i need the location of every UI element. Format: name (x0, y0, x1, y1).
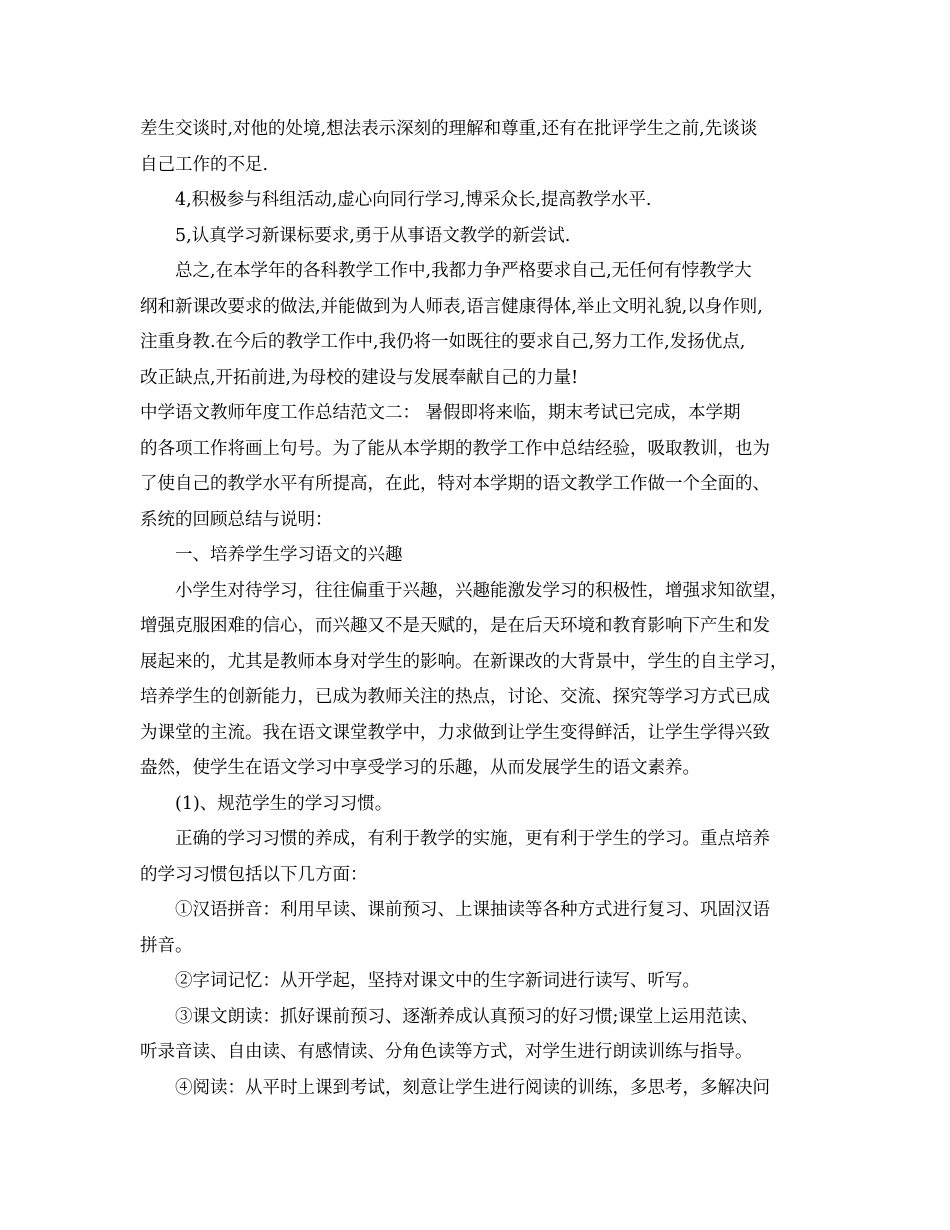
text-line: 自己工作的不足. (140, 154, 269, 175)
text-line: ②字词记忆：从开学起，坚持对课文中的生字新词进行读写、听写。 (175, 971, 700, 991)
text-line: 小学生对待学习，往往偏重于兴趣，兴趣能激发学习的积极性，增强求知欲望， (175, 580, 788, 601)
text-line: 纲和新课改要求的做法,并能做到为人师表,语言健康得体,举止文明礼貌,以身作则, (140, 296, 763, 317)
text-line: 差生交谈时,对他的处境,想法表示深刻的理解和尊重,还有在批评学生之前,先谈谈 (140, 119, 758, 139)
text-line: 改正缺点,开拓前进,为母校的建设与发展奉献自己的力量! (140, 367, 579, 388)
text-line: 盎然，使学生在语文学习中享受学习的乐趣，从而发展学生的语文素养。 (140, 758, 700, 778)
text-line: 中学语文教师年度工作总结范文二： 暑假即将来临，期末考试已完成，本学期 (140, 403, 741, 423)
text-line: 听录音读、自由读、有感情读、分角色读等方式，对学生进行朗读训练与指导。 (140, 1042, 753, 1062)
text-line: (1)、规范学生的学习习惯。 (175, 793, 393, 814)
text-line: 总之,在本学年的各科教学工作中,我都力争严格要求自己,无任何有悖教学大 (175, 261, 752, 281)
text-line: 为课堂的主流。我在语文课堂教学中，力求做到让学生变得鲜活，让学生学得兴致 (140, 722, 770, 743)
text-line: 5,认真学习新课标要求,勇于从事语文教学的新尝试. (175, 225, 571, 246)
text-line: ①汉语拼音：利用早读、课前预习、上课抽读等各种方式进行复习、巩固汉语 (175, 900, 770, 920)
text-line: 拼音。 (140, 935, 193, 956)
text-line: 的学习习惯包括以下几方面： (140, 864, 368, 885)
text-line: 系统的回顾总结与说明： (140, 509, 333, 530)
text-line: 增强克服困难的信心，而兴趣又不是天赋的，是在后天环境和教育影响下产生和发 (140, 616, 770, 636)
text-line: 4,积极参与科组活动,虚心向同行学习,博采众长,提高教学水平. (175, 190, 652, 210)
document-body (140, 112, 820, 1106)
text-line: ④阅读：从平时上课到考试，刻意让学生进行阅读的训练，多思考，多解决问 (175, 1077, 770, 1098)
text-line: ③课文朗读：抓好课前预习、逐渐养成认真预习的好习惯;课堂上运用范读、 (175, 1006, 759, 1027)
text-line: 了使自己的教学水平有所提高，在此，特对本学期的语文教学工作做一个全面的、 (140, 474, 770, 494)
text-line: 一、培养学生学习语文的兴趣 (175, 545, 403, 565)
text-line: 展起来的，尤其是教师本身对学生的影响。在新课改的大背景中，学生的自主学习， (140, 651, 788, 672)
text-line: 的各项工作将画上句号。为了能从本学期的教学工作中总结经验，吸取教训，也为 (140, 438, 770, 459)
text-line: 注重身教.在今后的教学工作中,我仍将一如既往的要求自己,努力工作,发扬优点, (140, 332, 746, 352)
text-line: 培养学生的创新能力，已成为教师关注的热点，讨论、交流、探究等学习方式已成 (140, 687, 770, 707)
text-line: 正确的学习习惯的养成，有利于教学的实施，更有利于学生的学习。重点培养 (175, 829, 770, 849)
